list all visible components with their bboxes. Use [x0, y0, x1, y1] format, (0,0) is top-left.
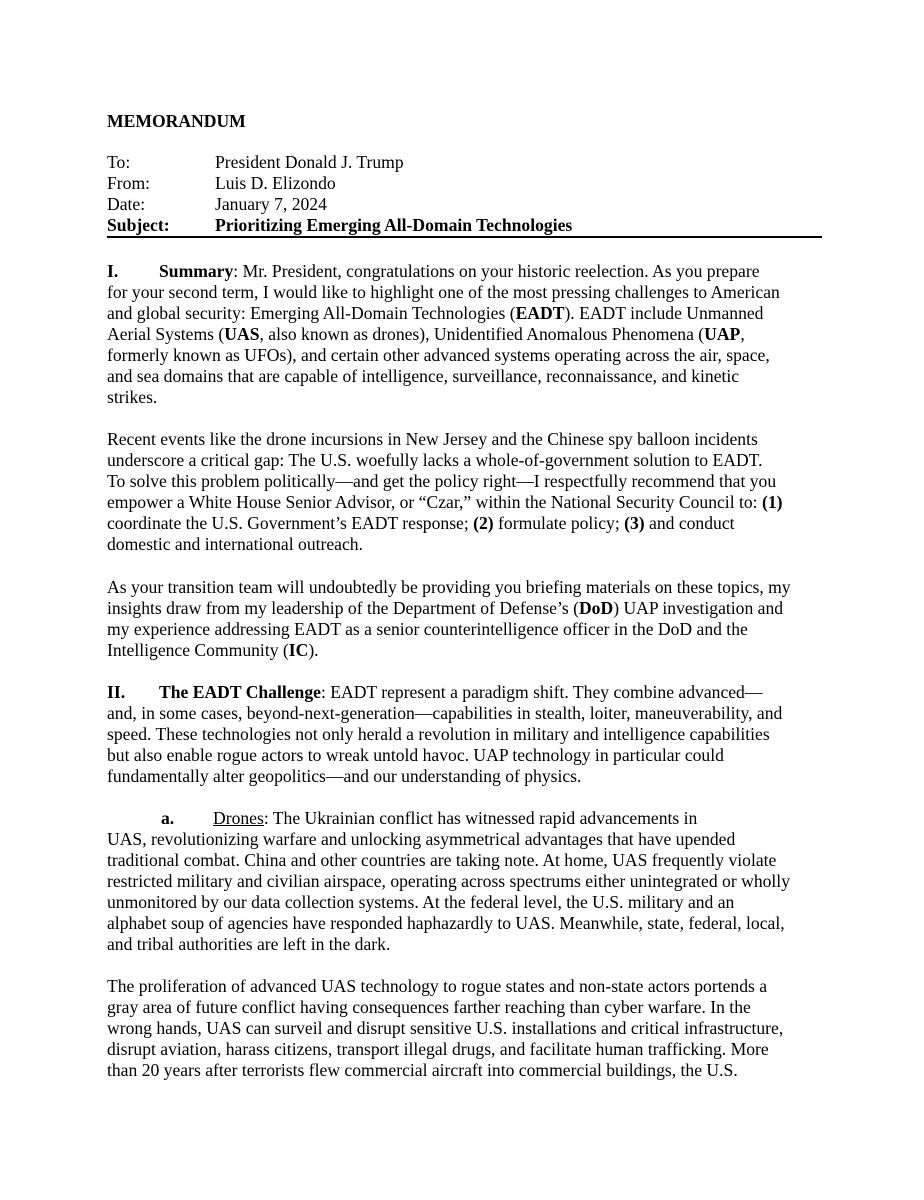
subject-value: Prioritizing Emerging All-Domain Technologies: [215, 215, 573, 235]
subsection-a-number: a.: [161, 808, 175, 828]
section-2-heading: The EADT Challenge: [159, 682, 321, 702]
date-label: Date:: [107, 194, 146, 214]
section-1-paragraph-2: Recent events like the drone incursions in New Jersey and the Chinese spy balloon incidents underscore a critical gap: The U.S. woefully lacks a whole-of-government solution to EADT. To solve this problem politically—and get the policy right—I respectfully recommend that you empower a White House Senior Advisor, or “Czar,” within the National Security Council to: (1) coordinate the U.S. Government’s EADT response; (2) formulate policy; (3) and conduct domestic and international outreach.: [107, 429, 783, 554]
section-2a-drones: a. Drones: The Ukrainian conflict has witnessed rapid advancements in UAS, revolutionizing warfare and unlocking asymmetrical advantages that have upended traditional combat. China and other countries are taking note. At home, UAS frequently violate restricted military and civilian airspace, operating across spectrums either unintegrated or wholly unmonitored by our data collection systems. At the federal level, the U.S. military and an alphabet soup of agencies have responded haphazardly to UAS. Meanwhile, state, federal, local, and tribal authorities are left in the dark.: [107, 808, 790, 954]
section-1-summary: I. Summary: Mr. President, congratulations on your historic reelection. As you prepare for your second term, I would like to highlight one of the most pressing challenges to American and global security: Emerging All-Domain Technologies (EADT). EADT include Unmanned Aerial Systems (UAS, also known as drones), Unidentified Anomalous Phenomena (UAP, formerly known as UFOs), and certain other advanced systems operating across the air, space, and sea domains that are capable of intelligence, surveillance, reconnaissance, and kinetic strikes.: [107, 261, 780, 407]
subsection-a-heading: Drones: [213, 808, 264, 828]
section-2-paragraph-2: The proliferation of advanced UAS technology to rogue states and non-state actors portends a gray area of future conflict having consequences farther reaching than cyber warfare. In the wrong hands, UAS can surveil and disrupt sensitive U.S. installations and critical infrastructure, disrupt aviation, harass citizens, transport illegal drugs, and facilitate human trafficking. More than 20 years after terrorists flew commercial aircraft into commercial buildings, the U.S.: [107, 976, 784, 1080]
section-1-number: I.: [107, 261, 119, 281]
header-divider: [107, 236, 822, 238]
to-label: To:: [107, 152, 131, 172]
section-1-paragraph-3: As your transition team will undoubtedly be providing you briefing materials on these topics, my insights draw from my leadership of the Department of Defense’s (DoD) UAP investigation and my experience addressing EADT as a senior counterintelligence officer in the DoD and the Intelligence Community (IC).: [107, 577, 791, 660]
date-value: January 7, 2024: [215, 194, 327, 214]
from-value: Luis D. Elizondo: [215, 173, 336, 193]
section-2-challenge: II. The EADT Challenge: EADT represent a paradigm shift. They combine advanced— and, in some cases, beyond-next-generation—capabilities in stealth, loiter, maneuverability, and speed. These technologies not only herald a revolution in military and intelligence capabilities but also enable rogue actors to wreak untold havoc. UAP technology in particular could fundamentally alter geopolitics—and our understanding of physics.: [107, 682, 783, 786]
to-value: President Donald J. Trump: [215, 152, 404, 172]
section-1-heading: Summary: [159, 261, 234, 281]
from-label: From:: [107, 173, 151, 193]
memo-title: MEMORANDUM: [107, 111, 246, 131]
subject-label: Subject:: [107, 215, 170, 235]
section-2-number: II.: [107, 682, 126, 702]
